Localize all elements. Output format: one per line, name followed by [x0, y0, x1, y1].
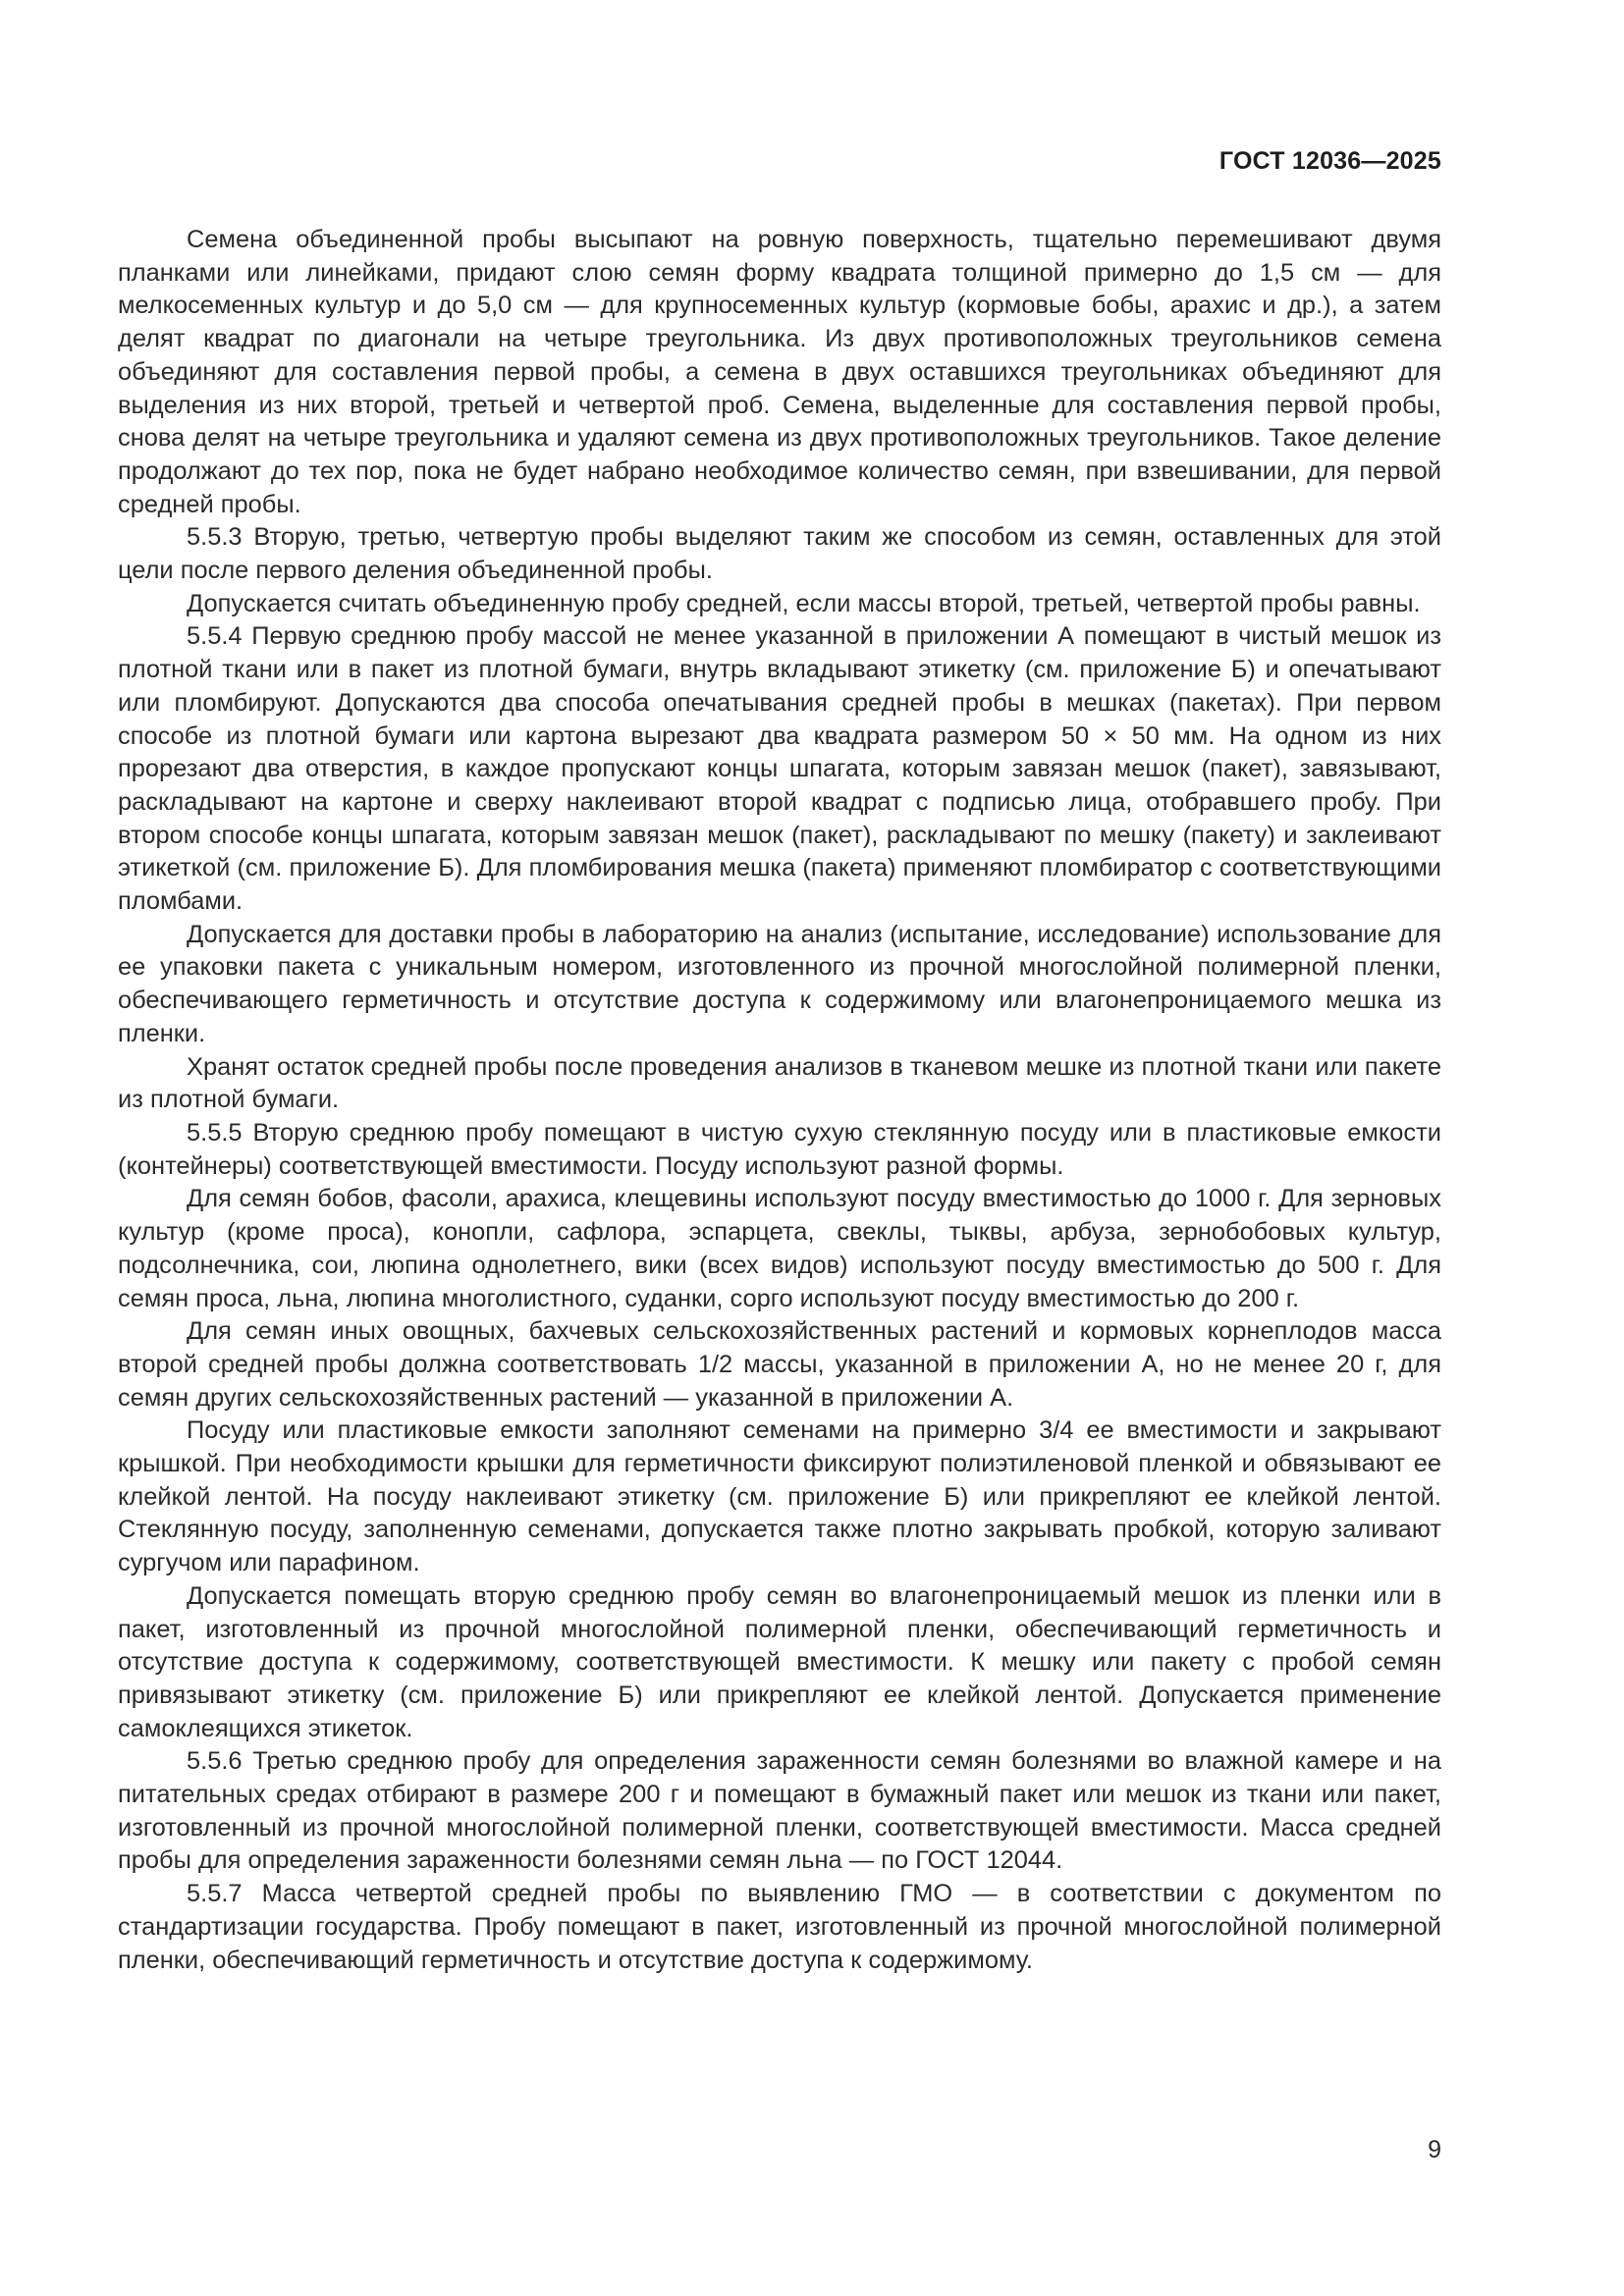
- paragraph-5-5-3: 5.5.3 Вторую, третью, четвертую пробы выделяют таким же способом из семян, оставленных для этой цели после первого деления объединенной пробы.: [118, 523, 1441, 585]
- paragraph-5-5-5: 5.5.5 Вторую среднюю пробу помещают в чистую сухую стеклянную посуду или в пластиковые емкости (контейнеры) соответствующей вместимости. Посуду используют разной формы.: [118, 1118, 1441, 1180]
- document-body: [118, 224, 1441, 1977]
- paragraph-container-capacity: Для семян бобов, фасоли, арахиса, клещевины используют посуду вместимостью до 1000 г. Для зерновых культур (кроме проса), конопли, сафлора, эспарцета, свеклы, тыквы, арбуза, зернобобовых культур, подсолнечника, сои, люпина однолетнего, вики (всех видов) используют посуду вместимостью до 500 г. Для семян проса, льна, люпина многолистного, суданки, сорго используют посуду вместимостью до 200 г.: [118, 1185, 1441, 1312]
- paragraph-filling-containers: Посуду или пластиковые емкости заполняют семенами на примерно 3/4 ее вместимости и закрывают крышкой. При необходимости крышки для герметичности фиксируют полиэтиленовой пленкой и обвязывают ее клейкой лентой. На посуду наклеивают этикетку (см. приложение Б) или прикрепляют ее клейкой лентой. Стеклянную посуду, заполненную семенами, допускается также плотно закрывать пробкой, которую заливают сургучом или парафином.: [118, 1416, 1441, 1577]
- paragraph-vegetable-seeds: Для семян иных овощных, бахчевых сельскохозяйственных растений и кормовых корнеплодов масса второй средней пробы должна соответствовать 1/2 массы, указанной в приложении А, но не менее 20 г, для семян других сельскохозяйственных растений — указанной в приложении А.: [118, 1317, 1441, 1412]
- paragraph-storage-remainder: Хранят остаток средней пробы после проведения анализов в тканевом мешке из плотной ткани или пакете из плотной бумаги.: [118, 1052, 1441, 1114]
- paragraph-5-5-4: 5.5.4 Первую среднюю пробу массой не менее указанной в приложении А помещают в чистый мешок из плотной ткани или в пакет из плотной бумаги, внутрь вкладывают этикетку (см. приложение Б) и опечатывают или пломбируют. Допускаются два способа опечатывания средней пробы в мешках (пакетах). При первом способе из плотной бумаги или картона вырезают два квадрата размером 50 × 50 мм. На одном из них прорезают два отверстия, в каждое пропускают концы шпагата, которым завязан мешок (пакет), завязывают, раскладывают на картоне и сверху наклеивают второй квадрат с подписью лица, отобравшего пробу. При втором способе концы шпагата, которым завязан мешок (пакет), раскладывают по мешку (пакету) и заклеивают этикеткой (см. приложение Б). Для пломбирования мешка (пакета) применяют пломбиратор с соответствующими пломбами.: [118, 622, 1441, 916]
- page-number: 9: [1428, 2136, 1441, 2163]
- paragraph-combined-sample: Допускается считать объединенную пробу средней, если массы второй, третьей, четвертой пробы равны.: [187, 589, 1421, 617]
- paragraph-delivery-package: Допускается для доставки пробы в лабораторию на анализ (испытание, исследование) использование для ее упаковки пакета с уникальным номером, изготовленного из прочной многослойной полимерной пленки, обеспечивающего герметичность и отсутствие доступа к содержимому или влагонепроницаемого мешка из пленки.: [118, 920, 1441, 1047]
- paragraph-moistureproof-bag: Допускается помещать вторую среднюю пробу семян во влагонепроницаемый мешок из пленки или в пакет, изготовленный из прочной многослойной полимерной пленки, обеспечивающий герметичность и отсутствие доступа к содержимому, соответствующей вместимости. К мешку или пакету с пробой семян привязывают этикетку (см. приложение Б) или прикрепляют ее клейкой лентой. Допускается применение самоклеящихся этикеток.: [118, 1581, 1441, 1742]
- paragraph-sample-mixing: Семена объединенной пробы высыпают на ровную поверхность, тщательно перемешивают двумя планками или линейками, придают слою семян форму квадрата толщиной примерно до 1,5 см — для мелкосеменных культур и до 5,0 см — для крупносеменных культур (кормовые бобы, арахис и др.), а затем делят квадрат по диагонали на четыре треугольника. Из двух противоположных треугольников семена объединяют для составления первой пробы, а семена в двух оставшихся треугольниках объединяют для выделения из них второй, третьей и четвертой проб. Семена, выделенные для составления первой пробы, снова делят на четыре треугольника и удаляют семена из двух противоположных треугольников. Такое деление продолжают до тех пор, пока не будет набрано необходимое количество семян, при взвешивании, для первой средней пробы.: [118, 226, 1441, 518]
- paragraph-5-5-6: 5.5.6 Третью среднюю пробу для определения зараженности семян болезнями во влажной камере и на питательных средах отбирают в размере 200 г и помещают в бумажный пакет или мешок из ткани или пакет, изготовленный из прочной многослойной полимерной пленки, соответствующей вместимости. Масса средней пробы для определения зараженности болезнями семян льна — по ГОСТ 12044.: [118, 1747, 1441, 1875]
- paragraph-5-5-7: 5.5.7 Масса четвертой средней пробы по выявлению ГМО — в соответствии с документом по стандартизации государства. Пробу помещают в пакет, изготовленный из прочной многослойной полимерной пленки, обеспечивающий герметичность и отсутствие доступа к содержимому.: [118, 1880, 1441, 1974]
- document-header-id: ГОСТ 12036—2025: [1218, 147, 1441, 175]
